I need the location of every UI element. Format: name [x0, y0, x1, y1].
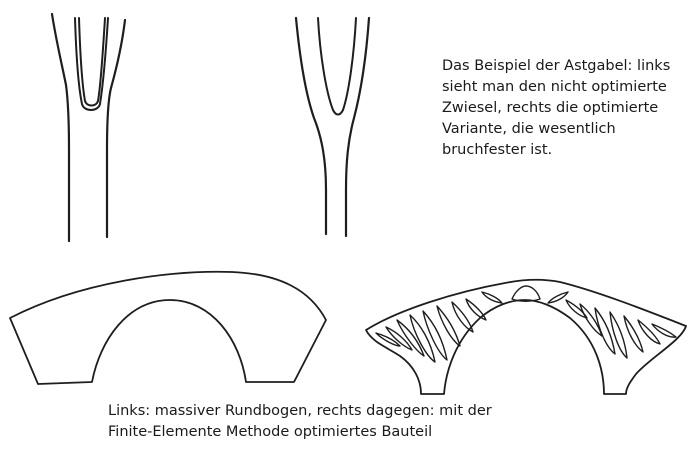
- arch-caption-line: Finite-Elemente Methode optimiertes Bauteil: [108, 424, 433, 440]
- branch-caption-line: sieht man den nicht optimierte: [442, 79, 667, 95]
- branch-caption-line: Variante, die wesentlich: [442, 121, 616, 137]
- solid-arch: [10, 272, 326, 384]
- branch-caption-line: bruchfester ist.: [442, 142, 553, 158]
- arch-caption: [108, 401, 492, 443]
- branch-caption-line: Zwiesel, rechts die optimierte: [442, 100, 659, 116]
- branch-caption: [442, 56, 670, 161]
- branch-caption-line: Das Beispiel der Astgabel: links: [442, 58, 671, 74]
- optimized-arch: [366, 280, 686, 394]
- arch-caption-line: Links: massiver Rundbogen, rechts dagegen: mit der: [108, 403, 492, 419]
- optimized-fork: [296, 18, 369, 236]
- unoptimized-fork: [52, 14, 125, 241]
